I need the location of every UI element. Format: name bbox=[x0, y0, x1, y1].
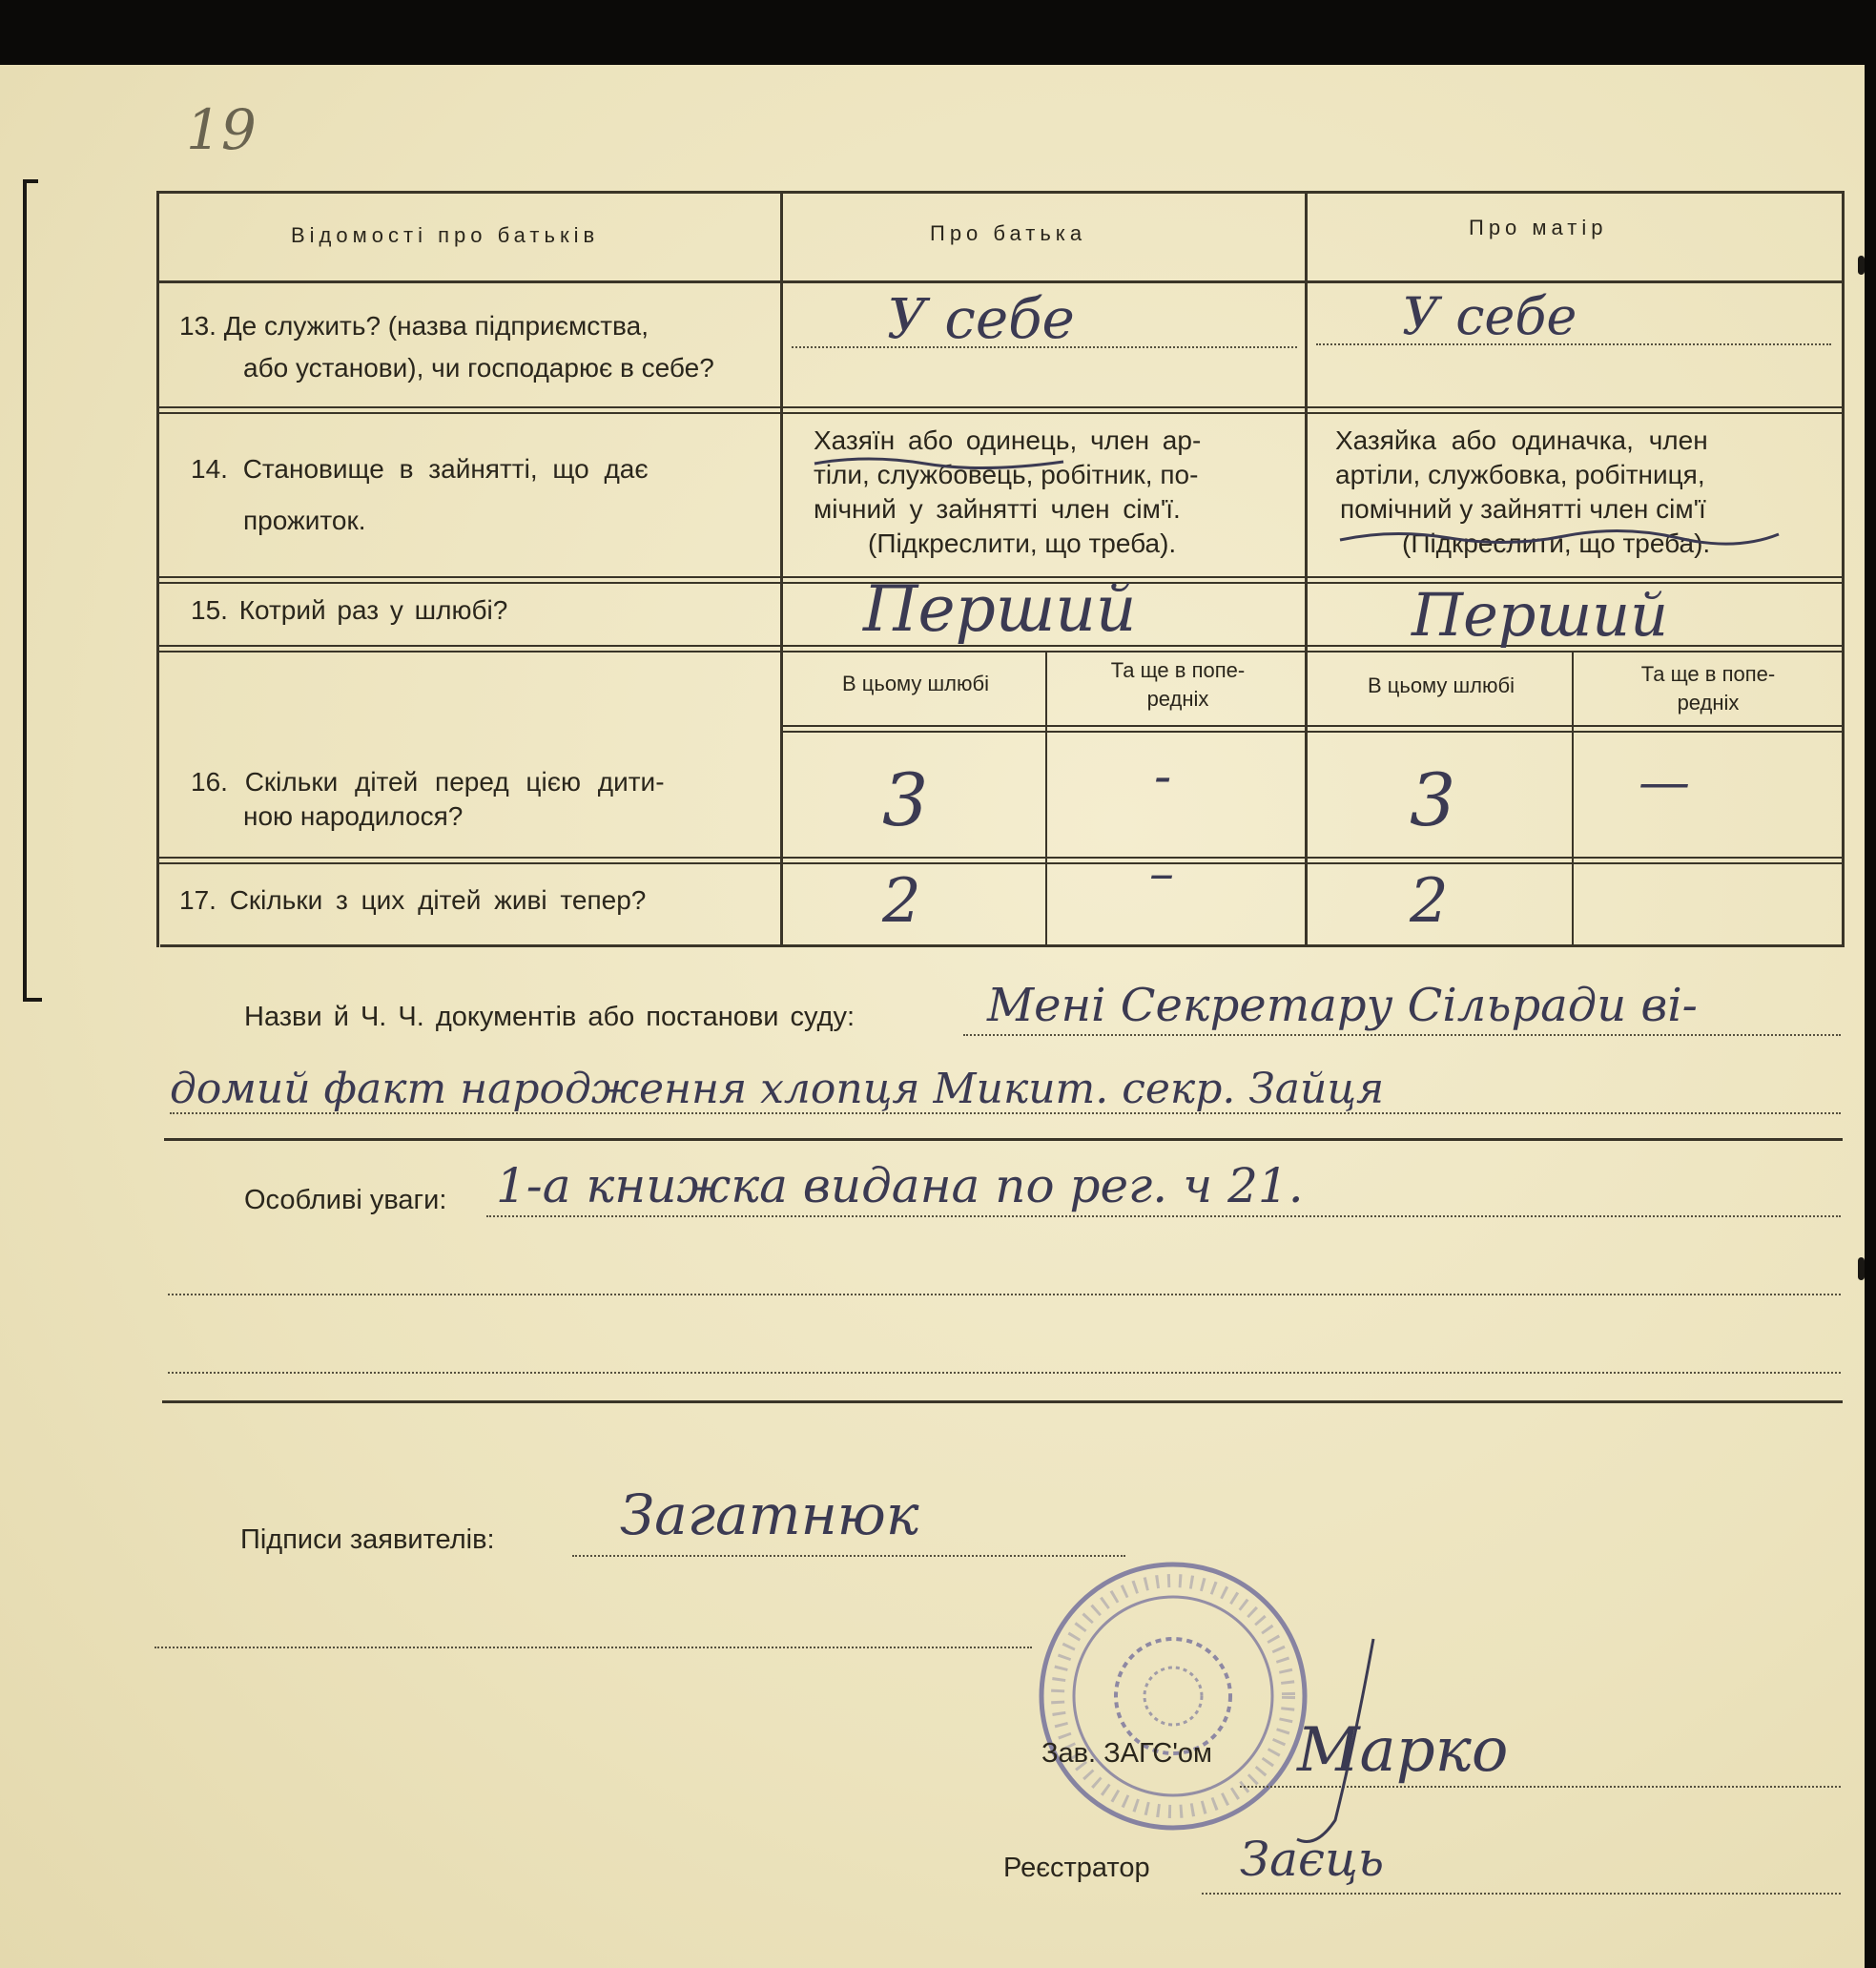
mother-occupation-underline bbox=[1335, 521, 1783, 549]
q16-line2: ною народилося? bbox=[243, 801, 464, 831]
mother-occupation-line: Хазяйка або одиначка, член bbox=[1335, 425, 1708, 455]
father-workplace: У себе bbox=[887, 286, 1075, 351]
documents-value-line2: домий факт народження хлопця Микит. секр. Зайця bbox=[170, 1065, 1385, 1113]
father-children-alive-prev: – bbox=[1149, 845, 1174, 902]
mother-marriage-count: Перший bbox=[1412, 580, 1669, 650]
right-edge-mark bbox=[1858, 256, 1865, 275]
mother-this-marriage-header: В цьому шлюбі bbox=[1367, 673, 1515, 697]
father-children-alive-this: 2 bbox=[882, 866, 921, 937]
mother-previous-header-line2: редніх bbox=[1677, 691, 1740, 715]
father-previous-header-line2: редніх bbox=[1146, 687, 1209, 711]
head-of-registry-label: Зав. ЗАГС'ом bbox=[1041, 1738, 1212, 1769]
head-signature-stroke bbox=[1278, 1629, 1392, 1858]
registrar-signature: Заєць bbox=[1240, 1832, 1385, 1887]
father-previous-header-line1: Та ще в попе- bbox=[1110, 658, 1246, 682]
q17: 17. Скільки з цих дітей живі тепер? bbox=[179, 885, 647, 915]
remarks-value: 1-а книжка видана по рег. ч 21. bbox=[496, 1158, 1304, 1213]
father-children-this: 3 bbox=[882, 757, 929, 842]
remarks-divider bbox=[162, 1400, 1843, 1403]
mother-previous-header-line1: Та ще в попе- bbox=[1640, 662, 1776, 686]
mother-occupation-line: помічний у зайнятті член сім'ї bbox=[1340, 494, 1706, 524]
documents-divider bbox=[164, 1138, 1843, 1141]
registrar-label: Реєстратор bbox=[1003, 1853, 1150, 1883]
father-occupation-line: тіли, службовець, робітник, по- bbox=[814, 460, 1199, 489]
q14-line1: 14. Становище в зайнятті, що дає bbox=[191, 454, 649, 484]
documents-value-line1: Мені Секретару Сільради ві- bbox=[987, 979, 1698, 1032]
q15: 15. Котрий раз у шлюбі? bbox=[191, 595, 508, 625]
father-marriage-count: Перший bbox=[863, 572, 1137, 646]
binding-bracket-bottom bbox=[23, 998, 42, 1002]
father-occupation-line: (Підкреслити, що треба). bbox=[868, 528, 1177, 558]
head-of-registry-signature: Марко bbox=[1297, 1715, 1509, 1786]
q13-line2: або установи), чи господарює в себе? bbox=[243, 353, 714, 383]
mother-children-alive-this: 2 bbox=[1410, 866, 1449, 937]
applicants-signature: Загатнюк bbox=[620, 1482, 919, 1547]
registry-stamp bbox=[1030, 1553, 1316, 1839]
header-parents-info: Відомості про батьків bbox=[291, 223, 600, 247]
q13-line1: 13. Де служить? (назва підприємства, bbox=[179, 311, 649, 341]
right-edge-mark bbox=[1858, 1257, 1865, 1280]
binding-bracket-top bbox=[23, 179, 38, 183]
father-occupation-line: Хазяїн або одинець, член ар- bbox=[814, 425, 1202, 455]
mother-children-prev: — bbox=[1639, 752, 1690, 812]
document-page bbox=[0, 65, 1865, 1968]
father-occupation-line: мічний у зайнятті член сім'ї. bbox=[814, 494, 1181, 524]
q16-line1: 16. Скільки дітей перед цією дити- bbox=[191, 767, 665, 797]
documents-label: Назви й Ч. Ч. документів або постанови суду: bbox=[244, 1002, 856, 1032]
mother-children-this: 3 bbox=[1410, 757, 1456, 842]
header-about-father: Про батька bbox=[930, 221, 1087, 245]
remarks-label: Особливі уваги: bbox=[244, 1185, 447, 1215]
applicants-label: Підписи заявителів: bbox=[240, 1524, 495, 1555]
father-children-prev: - bbox=[1154, 746, 1172, 806]
year-note: 19 bbox=[186, 97, 257, 162]
header-about-mother: Про матір bbox=[1469, 216, 1608, 239]
q14-line2: прожиток. bbox=[243, 506, 366, 535]
mother-workplace: У себе bbox=[1402, 286, 1577, 346]
father-this-marriage-header: В цьому шлюбі bbox=[841, 672, 990, 695]
mother-occupation-line: (Підкреслити, що треба). bbox=[1402, 528, 1711, 558]
binding-bracket bbox=[23, 179, 27, 1002]
father-occupation-underline bbox=[811, 450, 1068, 473]
mother-occupation-line: артіли, службовка, робітниця, bbox=[1335, 460, 1705, 489]
